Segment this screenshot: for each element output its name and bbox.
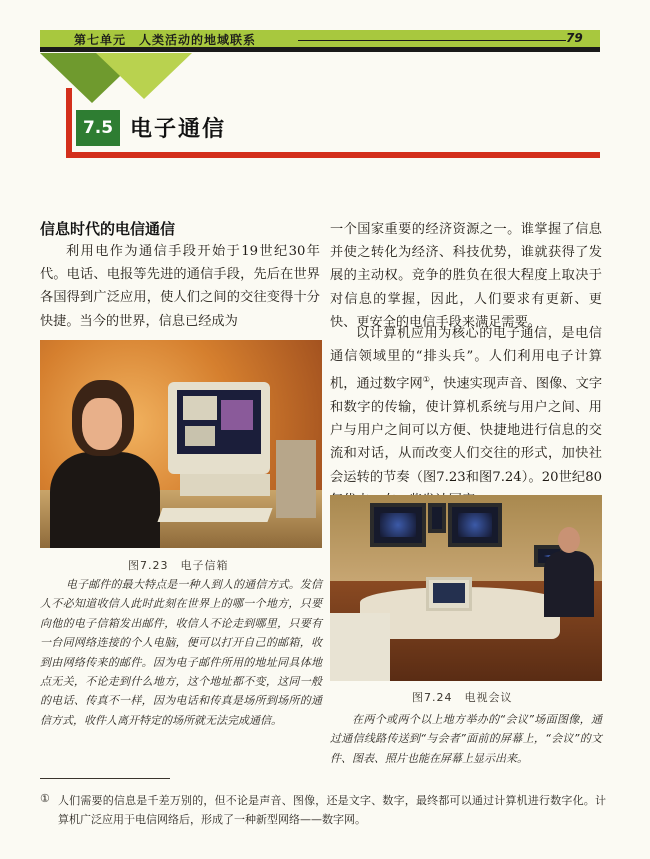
banner-triangle-light (96, 53, 192, 99)
paragraph-2: 一个国家重要的经济资源之一。谁掌握了信息并使之转化为经济、科技优势，谁就获得了发展的主动权。竞争的胜负在很大程度上取决于对信息的掌握，因此，人们要求有更新、更快、更安全的电信手段来满足需要。 (330, 222, 602, 330)
man-body (544, 551, 594, 617)
figure-description: 在两个或两个以上地方举办的“会议”场面图像，通过通信线路传送到“与会者”面前的屏幕上，“会议”的文件、图表、照片也能在屏幕上显示出来。 (330, 713, 602, 765)
woman-body (50, 452, 160, 548)
paragraph-1: 利用电作为通信手段开始于19世纪30年代。电话、电报等先进的通信手段，先后在世界各国得到广泛应用，使人们之间的交往变得十分快捷。当今的世界，信息已经成为 (40, 244, 320, 329)
screen-window (183, 396, 217, 420)
screen-window (221, 400, 253, 430)
display-screen (370, 503, 426, 547)
email-photo (40, 340, 322, 548)
display-screen (428, 503, 446, 533)
monitor-screen (177, 390, 261, 454)
man-head (558, 527, 580, 553)
display-screen (448, 503, 502, 547)
woman-figure (50, 380, 160, 548)
page-number: 79 (566, 31, 583, 45)
paragraph-3 (330, 322, 602, 512)
section-vertical-rule (66, 88, 72, 158)
section-number: 7.5 (76, 110, 120, 146)
screen-window (185, 426, 215, 446)
video-conference-photo (330, 495, 602, 681)
footnote-text: 人们需要的信息是千差万别的，但不论是声音、图像，还是文字、数字，最终都可以通过计算机进行数字化。计算机广泛应用于电信网络后，形成了一种新型网络——数字网。 (58, 794, 606, 826)
chapter-title: 第七单元 人类活动的地域联系 (74, 33, 257, 47)
figure-caption: 图7.23 电子信箱 (128, 559, 229, 572)
footnote-reference: ① (422, 375, 430, 385)
header-bar (40, 47, 600, 52)
table-monitor (426, 577, 472, 611)
footnote-rule (40, 778, 170, 779)
figure-caption: 图7.24 电视会议 (412, 691, 513, 704)
subheading: 信息时代的电信通信 (40, 220, 176, 238)
figure-description: 电子邮件的最大特点是一种人到人的通信方式。发信人不必知道收信人此时此刻在世界上的哪一个地方，只要向他的电子信箱发出邮件，收信人不论走到哪里，只要有一台同网络连接的个人电脑，便可以打开自己的邮箱，收到由网络传来的邮件。因为电子邮件所用的地址同具体地点无关，不论走到什么地方，这个地址都不变，这同一般的电话、传真不一样，因为电话和传真是场所到场所的通信方式，收件人离开特定的场所就无法完成通信。 (40, 578, 322, 727)
computer-case (180, 474, 270, 496)
man-figure (544, 527, 594, 617)
printer (276, 440, 316, 518)
woman-face (82, 398, 122, 450)
section-horizontal-rule (66, 152, 600, 158)
paragraph-3-text: ，快速实现声音、图像、文字和数字的传输，使计算机系统与用户之间、用户与用户之间可以方便、快捷地进行信息的交流和对话，从而改变人们交往的形式，加快社会运转的节奏（图7.23和图7.24）。20世纪80 (330, 376, 603, 485)
keyboard (157, 508, 272, 522)
footnote-mark: ① (40, 792, 50, 805)
section-title: 电子通信 (130, 117, 227, 142)
header-rule (298, 40, 566, 41)
paragraph-3-text: 以计算机应用为核心的电子通信，是电信通信领域里的“排头兵”。人们利用电子计算机，通过数字网 (330, 326, 602, 392)
foreground-sleeve (330, 613, 390, 681)
computer-monitor (168, 382, 270, 474)
